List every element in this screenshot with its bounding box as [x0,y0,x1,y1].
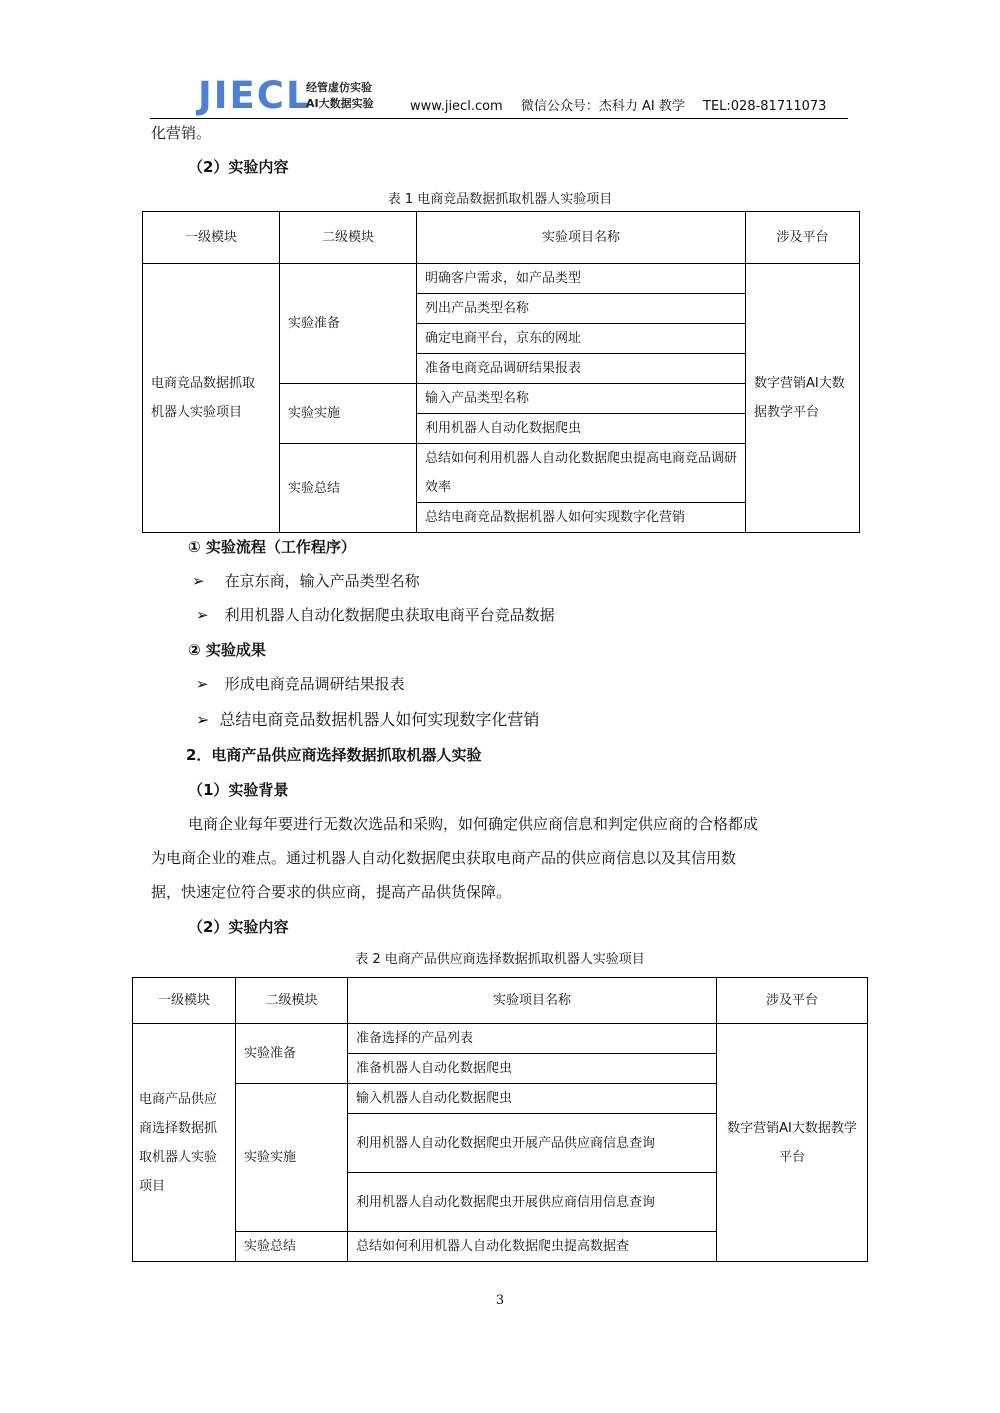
arrow-bullet-icon: ➢ [192,572,205,590]
arrow-bullet-icon: ➢ [196,710,210,729]
page-number: 3 [495,1293,505,1308]
result-item-1 [196,672,405,696]
table1-group-summary: 实验总结 [280,444,417,533]
tel-info: TEL:028-81711073 [703,99,827,114]
section2-title: 2．电商产品供应商选择数据抓取机器人实验 [186,746,482,764]
table1-header-level2: 二级模块 [280,212,417,264]
logo-subtitle-2: AI大数据实验 [306,97,374,110]
section2-bg-line-1: 电商企业每年要进行无数次选品和采购，如何确定供应商信息和判定供应商的合格都成 [188,815,759,833]
table1-group-prep: 实验准备 [280,264,417,384]
arrow-bullet-icon: ➢ [196,606,209,624]
table2-item: 准备机器人自动化数据爬虫 [348,1054,717,1084]
table2-platform-text: 数字营销AI大数据教学平台 [727,1120,857,1165]
table1-item: 准备电商竞品调研结果报表 [417,354,746,384]
table2-header-level1: 一级模块 [133,978,236,1024]
result-heading: ② 实验成果 [188,641,266,659]
continued-text: 化营销。 [151,124,212,142]
table1-header-item: 实验项目名称 [417,212,746,264]
section2-background-heading: （1）实验背景 [188,781,289,799]
table1-item-text: 总结如何利用机器人自动化数据爬虫提高电商竞品调研效率 [425,451,738,495]
table2-item-text: 利用机器人自动化数据爬虫开展产品供应商信息查询 [356,1135,656,1151]
section2-content-heading: （2）实验内容 [188,918,289,936]
flow-item-1 [192,569,420,593]
table2-item: 总结如何利用机器人自动化数据爬虫提高数据查 [348,1232,717,1262]
table2-item: 输入机器人自动化数据爬虫 [348,1084,717,1114]
table1-item: 列出产品类型名称 [417,294,746,324]
table1-item: 输入产品类型名称 [417,384,746,414]
table2-header-item: 实验项目名称 [348,978,717,1024]
table1-item: 明确客户需求，如产品类型 [417,264,746,294]
table1-level1-text: 电商竞品数据抓取机器人实验项目 [151,376,256,420]
flow-item-text: 利用机器人自动化数据爬虫获取电商平台竞品数据 [224,606,555,624]
table1-item [417,444,746,503]
flow-heading: ① 实验流程（工作程序） [188,538,356,556]
table1-header-platform: 涉及平台 [746,212,860,264]
header-divider [150,118,848,119]
wechat-info: 微信公众号：杰科力 AI 教学 [520,99,685,114]
table2-level1-cell [133,1024,236,1262]
table2-item-text: 利用机器人自动化数据爬虫开展供应商信用信息查询 [356,1194,656,1210]
table2-group-prep: 实验准备 [236,1024,348,1084]
table1-level1-cell [143,264,280,533]
table2-header-level2: 二级模块 [236,978,348,1024]
table1-platform-cell [746,264,860,533]
table1-group-impl: 实验实施 [280,384,417,444]
arrow-bullet-icon: ➢ [196,675,209,693]
section2-bg-line-2: 为电商企业的难点。通过机器人自动化数据爬虫获取电商产品的供应商信息以及其信用数 [151,849,737,867]
table1 [142,211,860,533]
result-item-2 [196,708,539,732]
logo-subtitle [306,80,374,112]
table2-item: 准备选择的产品列表 [348,1024,717,1054]
table2-caption: 表 2 电商产品供应商选择数据抓取机器人实验项目 [355,952,645,967]
table1-platform-text: 数字营销AI大数据教学平台 [754,376,845,420]
table2 [132,977,868,1262]
section1-content-heading: （2）实验内容 [188,158,289,176]
result-item-text: 总结电商竞品数据机器人如何实现数字化营销 [219,710,540,729]
logo-subtitle-1: 经管虚仿实验 [306,81,372,94]
table1-caption: 表 1 电商竞品数据抓取机器人实验项目 [387,192,613,207]
table2-group-impl: 实验实施 [236,1084,348,1232]
flow-item-text: 在京东商，输入产品类型名称 [224,572,420,590]
website-link[interactable]: www.jiecl.com [410,99,503,114]
table2-level1-text: 电商产品供应商选择数据抓取机器人实验项目 [139,1091,218,1194]
result-item-text: 形成电商竞品调研结果报表 [224,675,405,693]
header-info [410,98,840,116]
table1-header-level1: 一级模块 [143,212,280,264]
logo: JIECL [198,74,312,117]
table2-platform-cell [717,1024,868,1262]
table1-item: 总结电商竞品数据机器人如何实现数字化营销 [417,503,746,533]
table2-group-summary: 实验总结 [236,1232,348,1262]
table2-item [348,1173,717,1232]
table1-item: 利用机器人自动化数据爬虫 [417,414,746,444]
flow-item-2 [196,603,555,627]
table2-header-platform: 涉及平台 [717,978,868,1024]
table1-item: 确定电商平台，京东的网址 [417,324,746,354]
section2-bg-line-3: 据，快速定位符合要求的供应商，提高产品供货保障。 [151,883,512,901]
table2-item [348,1114,717,1173]
